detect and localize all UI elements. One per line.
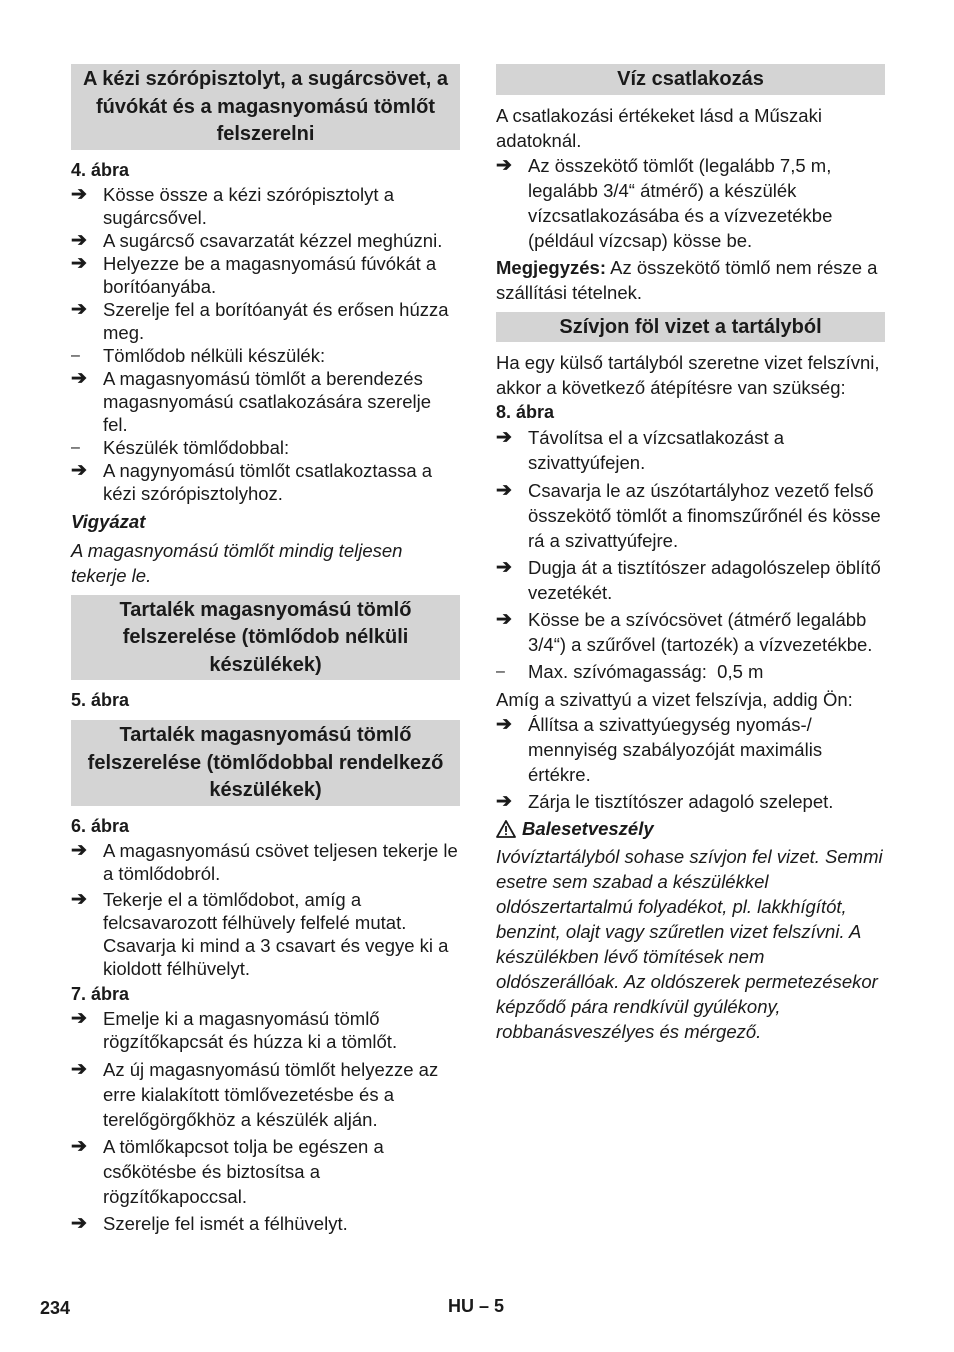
step-attach-hose-gun: ➔ A nagynyomású tömlőt csatlakoztassa a kézi szórópisztolyhoz. [71, 459, 433, 504]
condition-with-hose-reel: – Készülék tömlődobbal: [71, 436, 290, 458]
section-heading-assemble: A kézi szórópisztolyt, a sugárcsövet, a fúvókát és a magasnyomású tömlőt felszerelni [71, 64, 460, 150]
arrow-icon: ➔ [496, 609, 512, 630]
step-rotate-reel: ➔ Tekerje el a tömlődobot, amíg a felcsavarozott félhüvely felfelé mutat. Csavarja ki mind a 3 csavart és vegye ki a kioldott félhüvelyt. [71, 888, 449, 979]
arrow-icon: ➔ [496, 154, 512, 176]
arrow-icon: ➔ [496, 791, 512, 812]
arrow-icon: ➔ [71, 1212, 87, 1234]
step-set-regulator-max: ➔ Állítsa a szivattyúegység nyomás-/ mennyiség szabályozóját maximális értékre. [496, 714, 823, 785]
arrow-icon: ➔ [71, 1135, 87, 1157]
step-close-detergent-valve: ➔ Zárja le tisztítószer adagoló szelepet. [496, 791, 834, 812]
arrow-icon: ➔ [496, 480, 512, 501]
arrow-icon: ➔ [71, 1058, 87, 1080]
paragraph-suction-intro: Ha egy külső tartályból szeretne vizet felszívni, akkor a következő átépítésre van szükség: [496, 352, 880, 398]
right-column [496, 64, 885, 1044]
caution-title: Vigyázat [71, 510, 146, 532]
figure-ref-5: 5. ábra [71, 690, 130, 710]
arrow-icon: ➔ [71, 229, 87, 251]
dash-icon: – [71, 438, 80, 456]
arrow-icon: ➔ [71, 183, 87, 205]
warning-triangle-icon [496, 820, 516, 838]
step-connect-suction-hose: ➔ Kösse be a szívócsövet (átmérő legalább 3/4“) a szűrővel (tartozék) a vízvezetékbe. [496, 609, 873, 655]
condition-no-hose-reel: – Tömlődob nélküli készülék: [71, 344, 326, 366]
arrow-icon: ➔ [71, 459, 87, 481]
page-number: 234 [40, 1298, 71, 1318]
step-insert-new-hose: ➔ Az új magasnyomású tömlőt helyezze az erre kialakított tömlővezetésbe és a terelőgörgőkhöz a készülék alján. [71, 1058, 439, 1130]
step-tighten-nozzle-pipe: ➔ A sugárcső csavarzatát kézzel meghúzni. [71, 229, 443, 251]
danger-text: Ivóvíztartályból sohase szívjon fel vizet. Semmi esetre sem szabad a készülékkel oldószertartalmú folyadékot, pl. lakkhígítót, benzint, olajt vagy szűretlen vizet felszívni. A készülékben lévő tömítések nem oldószerállóak. Az oldószerek permetezésekor képződő pára rendkívül gyúlékony, robbanásveszélyes és mérgező. [496, 846, 883, 1042]
section-heading-spare-hose-no-reel: Tartalék magasnyomású tömlő felszerelése (tömlődob nélküli készülékek) [71, 595, 460, 681]
note-paragraph: Megjegyzés: Az összekötő tömlő nem része a szállítási tételnek. [496, 256, 878, 303]
arrow-icon: ➔ [71, 367, 87, 389]
dash-icon: – [71, 346, 80, 364]
note-label: Megjegyzés: [496, 256, 607, 278]
figure-ref-8: 8. ábra [496, 402, 555, 422]
step-remove-clip: ➔ Emelje ki a magasnyomású tömlő rögzítőkapcsát és húzza ki a tömlőt. [71, 1007, 398, 1052]
step-insert-nozzle: ➔ Helyezze be a magasnyomású fúvókát a borítóanyába. [71, 252, 437, 297]
step-connect-supply-hose: ➔ Az összekötő tömlőt (legalább 7,5 m, legalább 3/4“ átmérő) a készülék vízcsatlakozásába és a vízvezetékbe (például vízcsap) kösse be. [496, 154, 833, 251]
danger-title: Balesetveszély [522, 818, 654, 839]
figure-ref-6: 6. ábra [71, 815, 130, 836]
arrow-icon: ➔ [496, 714, 512, 735]
step-connect-gun: ➔ Kösse össze a kézi szórópisztolyt a sugárcsővel. [71, 183, 394, 228]
arrow-icon: ➔ [71, 888, 87, 910]
step-unscrew-float-hose: ➔ Csavarja le az úszótartályhoz vezető felső összekötő tömlőt a finomszűrőnél és kösse rá a szivattyúfejre. [496, 480, 881, 551]
paragraph-connection-values: A csatlakozási értékeket lásd a Műszaki adatoknál. [496, 104, 822, 151]
section-heading-spare-hose-reel: Tartalék magasnyomású tömlő felszerelése (tömlődobbal rendelkező készülékek) [71, 720, 460, 806]
figure-ref-4: 4. ábra [71, 159, 130, 180]
step-push-clip: ➔ A tömlőkapcsot tolja be egészen a csőkötésbe és biztosítsa a rögzítőkapoccsal. [71, 1135, 384, 1207]
section-heading-suction: Szívjon föl vizet a tartályból [496, 312, 885, 343]
step-remove-water-connection: ➔ Távolítsa el a vízcsatlakozást a szivattyúfejen. [496, 427, 785, 473]
arrow-icon: ➔ [71, 298, 87, 320]
dash-icon: – [496, 663, 505, 680]
arrow-icon: ➔ [71, 839, 87, 861]
max-suction-height: – Max. szívómagasság: 0,5 m [496, 661, 764, 682]
step-fit-cap-nut: ➔ Szerelje fel a borítóanyát és erősen húzza meg. [71, 298, 449, 343]
step-route-rinse-line: ➔ Dugja át a tisztítószer adagolószelep öblítő vezetékét. [496, 557, 881, 603]
arrow-icon: ➔ [496, 557, 512, 578]
figure-ref-7: 7. ábra [71, 983, 130, 1004]
language-page-label: HU – 5 [448, 1296, 505, 1316]
step-refit-half-sleeve: ➔ Szerelje fel ismét a félhüvelyt. [71, 1212, 348, 1234]
section-heading-water-connection: Víz csatlakozás [496, 64, 885, 95]
step-unwind-hose: ➔ A magasnyomású csövet teljesen tekerje le a tömlődobról. [71, 839, 458, 884]
paragraph-while-priming: Amíg a szivattyú a vizet felszívja, addig Ön: [496, 689, 853, 710]
step-attach-hose-unit: ➔ A magasnyomású tömlőt a berendezés magasnyomású csatlakozására szerelje fel. [71, 367, 432, 435]
arrow-icon: ➔ [71, 252, 87, 274]
arrow-icon: ➔ [496, 427, 512, 448]
danger-heading [496, 816, 885, 841]
caution-text: A magasnyomású tömlőt mindig teljesen tekerje le. [71, 539, 403, 586]
arrow-icon: ➔ [71, 1007, 87, 1029]
left-column [71, 64, 460, 1235]
